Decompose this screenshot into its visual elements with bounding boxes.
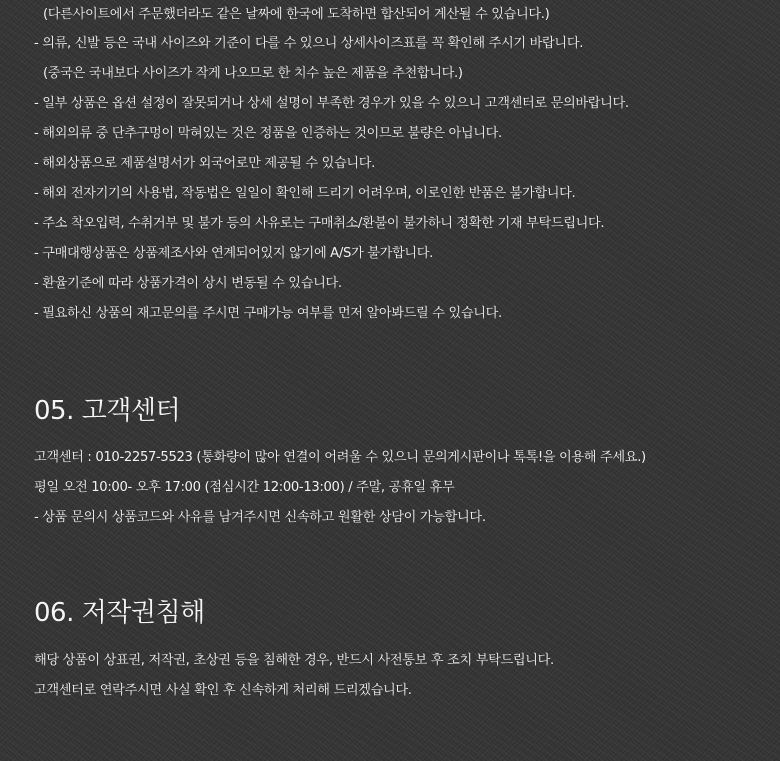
section-title-customer-center: 05. 고객센터 [34,396,181,426]
notice-line: - 해외상품으로 제품설명서가 외국어로만 제공될 수 있습니다. [34,156,376,171]
customer-center-inquiry-line: - 상품 문의시 상품코드와 사유를 남겨주시면 신속하고 원활한 상담이 가능합니다. [34,510,486,525]
notice-line: - 해외의류 중 단추구멍이 막혀있는 것은 정품을 인증하는 것이므로 불량은 아닙니다. [34,126,502,141]
customer-center-phone-line: 고객센터 : 010-2257-5523 (통화량이 많아 연결이 어려울 수 있으니 문의게시판이나 톡톡!을 이용해 주세요.) [34,450,646,465]
notice-line: (다른사이트에서 주문했더라도 같은 날짜에 한국에 도착하면 합산되어 계산될 수 있습니다.) [43,7,550,22]
notice-line: - 구매대행상품은 상품제조사와 연계되어있지 않기에 A/S가 불가합니다. [34,246,433,261]
notice-line: - 일부 상품은 옵션 설정이 잘못되거나 상세 설명이 부족한 경우가 있을 수 있으니 고객센터로 문의바랍니다. [34,96,629,111]
notice-line: - 환율기준에 따라 상품가격이 상시 변동될 수 있습니다. [34,276,342,291]
notice-line: - 주소 착오입력, 수취거부 및 불가 등의 사유로는 구매취소/환불이 불가하니 정확한 기재 부탁드립니다. [34,216,605,231]
copyright-line: 해당 상품이 상표권, 저작권, 초상권 등을 침해한 경우, 반드시 사전통보 후 조치 부탁드립니다. [34,653,554,668]
section-title-copyright: 06. 저작권침해 [34,598,205,628]
notice-line: - 의류, 신발 등은 국내 사이즈와 기준이 다를 수 있으니 상세사이즈표를 꼭 확인해 주시기 바랍니다. [34,36,584,51]
customer-center-hours-line: 평일 오전 10:00- 오후 17:00 (점심시간 12:00-13:00) / 주말, 공휴일 휴무 [34,480,455,495]
notice-line: (중국은 국내보다 사이즈가 작게 나오므로 한 치수 높은 제품을 추천합니다.) [43,66,463,81]
notice-line: - 필요하신 상품의 재고문의를 주시면 구매가능 여부를 먼저 알아봐드릴 수 있습니다. [34,306,502,321]
copyright-line: 고객센터로 연락주시면 사실 확인 후 신속하게 처리해 드리겠습니다. [34,683,412,698]
notice-line: - 해외 전자기기의 사용법, 작동법은 일일이 확인해 드리기 어려우며, 이로인한 반품은 불가합니다. [34,186,576,201]
